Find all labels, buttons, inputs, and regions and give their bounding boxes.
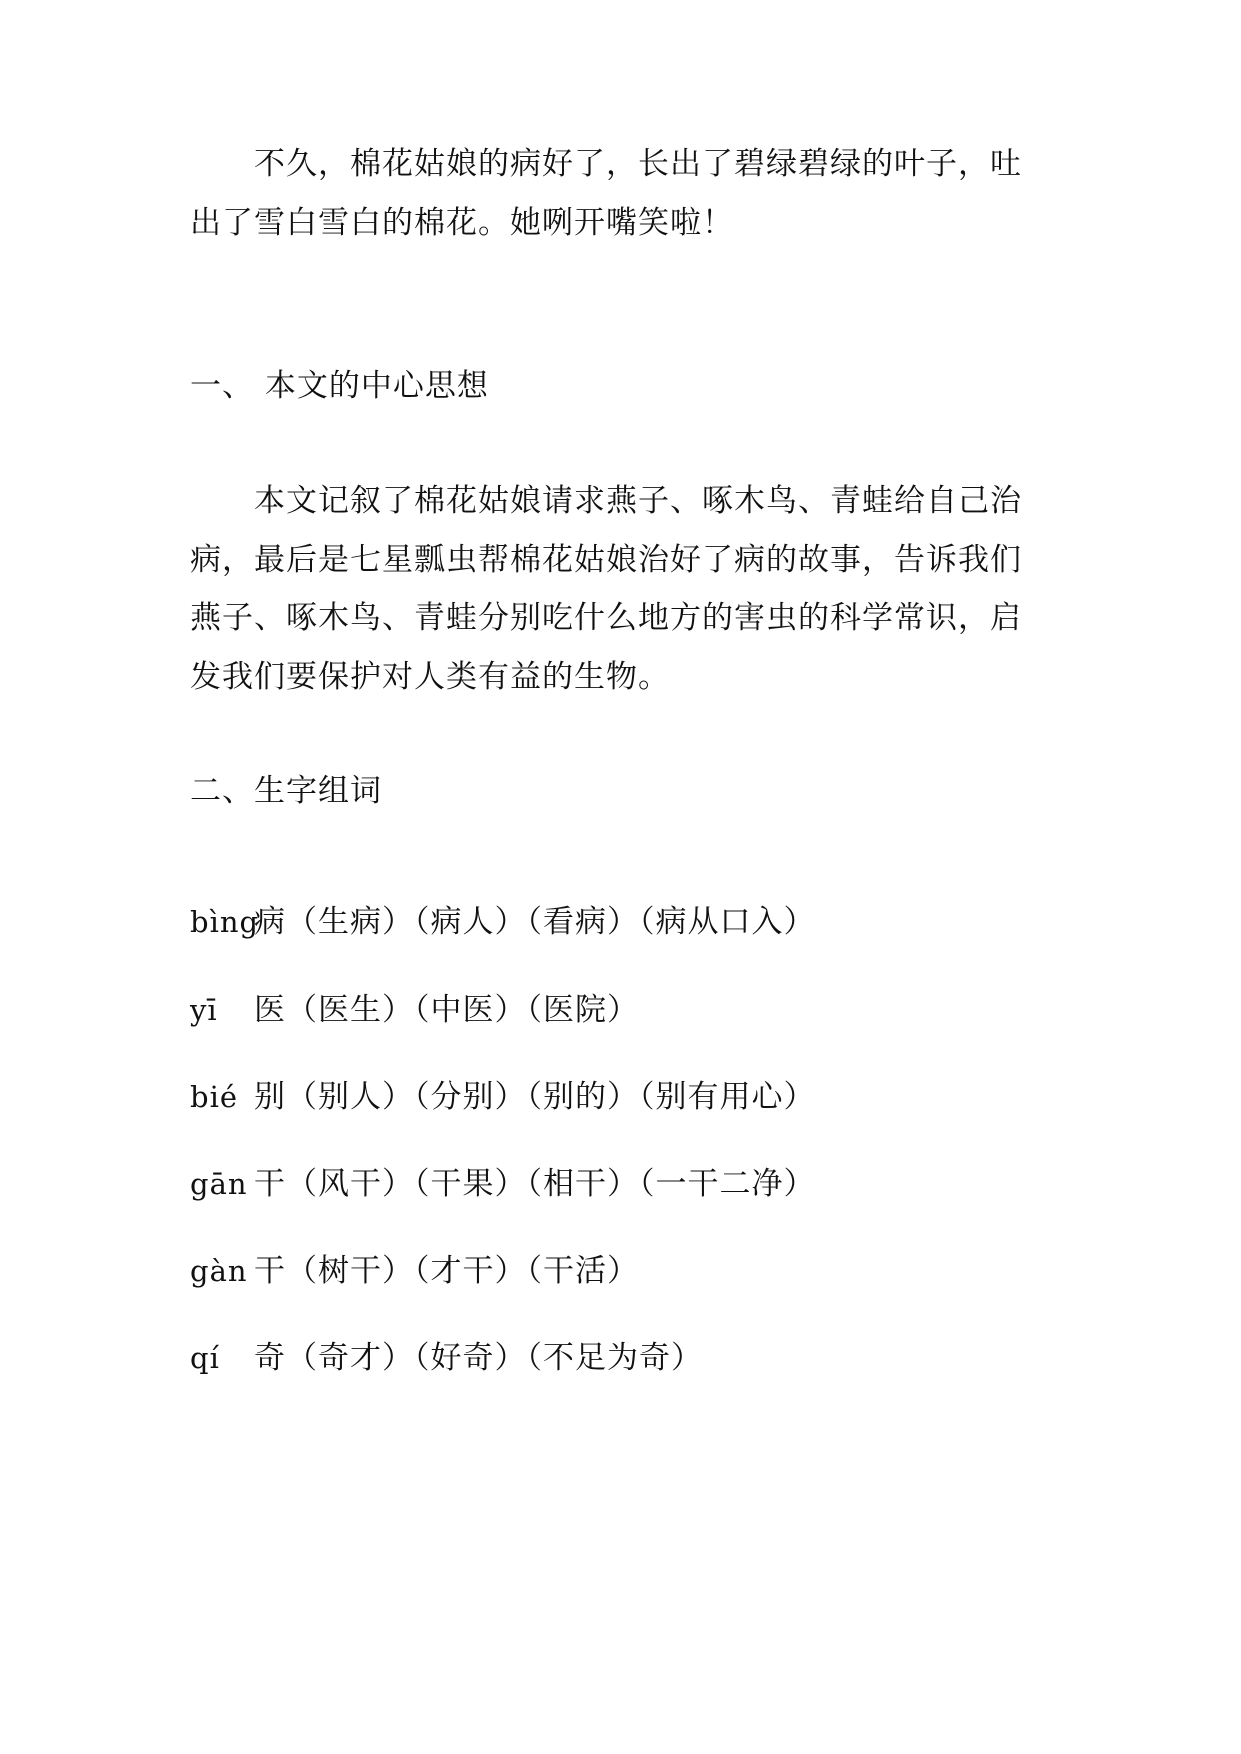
vocab-item [190, 902, 816, 942]
main-idea-line-1: 本文记叙了棉花姑娘请求燕子、啄木鸟、青蛙给自己治 [254, 483, 1022, 519]
vocab-words: 干（树干）（才干）（干活） [254, 1253, 639, 1289]
section-heading-main-idea: 一、 本文的中心思想 [190, 368, 489, 404]
vocab-item [190, 1077, 816, 1117]
vocab-words: 医（医生）（中医）（医院） [254, 992, 639, 1028]
story-line-2: 出了雪白雪白的棉花。她咧开嘴笑啦！ [190, 205, 734, 241]
vocab-words: 别（别人）（分别）（别的）（别有用心） [254, 1079, 816, 1115]
vocab-pinyin: yī [190, 993, 218, 1027]
vocab-pinyin: qí [190, 1341, 220, 1375]
main-idea-line-4: 发我们要保护对人类有益的生物。 [190, 659, 670, 695]
vocab-pinyin: gàn [190, 1254, 248, 1288]
vocab-words: 奇（奇才）（好奇）（不足为奇） [254, 1340, 703, 1376]
vocab-item [190, 1251, 639, 1291]
vocab-words: 干（风干）（干果）（相干）（一干二净） [254, 1166, 816, 1202]
vocab-item [190, 1338, 703, 1378]
main-idea-line-3: 燕子、啄木鸟、青蛙分别吃什么地方的害虫的科学常识，启 [190, 600, 1022, 636]
vocab-pinyin: bìng [190, 905, 260, 939]
main-idea-line-2: 病，最后是七星瓢虫帮棉花姑娘治好了病的故事，告诉我们 [190, 542, 1022, 578]
vocab-words: 病（生病）（病人）（看病）（病从口入） [254, 904, 816, 940]
story-line-1: 不久，棉花姑娘的病好了，长出了碧绿碧绿的叶子，吐 [254, 146, 1022, 182]
vocab-item [190, 1164, 816, 1204]
vocab-pinyin: bié [190, 1080, 239, 1114]
vocab-pinyin: gān [190, 1167, 248, 1201]
section-heading-vocabulary: 二、生字组词 [190, 773, 382, 809]
vocab-item [190, 990, 639, 1030]
